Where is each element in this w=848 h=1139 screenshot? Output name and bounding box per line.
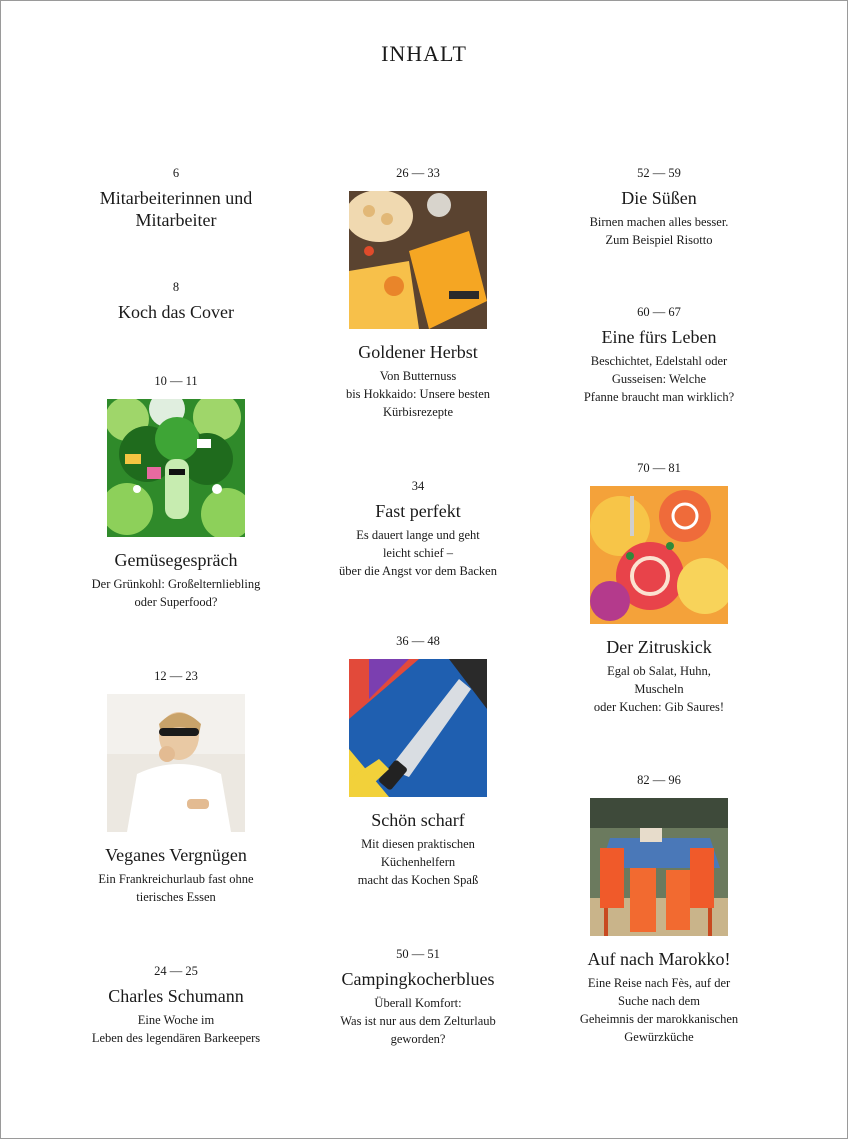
pumpkin-dishes-photo xyxy=(349,191,487,329)
toc-entry-fast-perfekt[interactable] xyxy=(303,478,533,580)
toc-entry-goldener-herbst[interactable] xyxy=(303,165,533,421)
entry-title: Mitarbeiterinnen und Mitarbeiter xyxy=(99,188,253,230)
entry-description: Überall Komfort: Was ist nur aus dem Zelturlaub geworden? xyxy=(340,996,496,1046)
page-range: 36 — 48 xyxy=(396,634,440,648)
broccoli-illustration-image xyxy=(107,399,245,537)
page-range: 24 — 25 xyxy=(154,964,198,978)
page-range: 8 xyxy=(172,280,180,294)
page-range: 26 — 33 xyxy=(396,166,440,180)
toc-entry-veganes-vergnuegen[interactable] xyxy=(61,668,291,906)
page-title: INHALT xyxy=(381,41,467,66)
page-range: 50 — 51 xyxy=(396,947,440,961)
entry-title: Campingkocherblues xyxy=(341,969,495,989)
entry-description: Der Grünkohl: Großelternliebling oder Superfood? xyxy=(91,577,261,609)
entry-title: Goldener Herbst xyxy=(358,342,478,362)
entry-title: Der Zitruskick xyxy=(606,637,712,657)
page-range: 10 — 11 xyxy=(154,374,198,388)
entry-title: Gemüsegespräch xyxy=(114,550,238,570)
entry-description: Birnen machen alles besser. Zum Beispiel Risotto xyxy=(589,215,729,247)
entry-title: Charles Schumann xyxy=(108,986,244,1006)
toc-entry-schoen-scharf[interactable] xyxy=(303,633,533,889)
page-range: 60 — 67 xyxy=(637,305,681,319)
knife-photo xyxy=(349,659,487,797)
toc-entry-mitarbeiter[interactable] xyxy=(76,165,276,231)
page-range: 70 — 81 xyxy=(637,461,681,475)
entry-title: Veganes Vergnügen xyxy=(105,845,247,865)
entry-title: Auf nach Marokko! xyxy=(587,949,731,969)
page-range: 6 xyxy=(172,166,180,180)
entry-description: Von Butternuss bis Hokkaido: Unsere besten Kürbisrezepte xyxy=(345,369,491,419)
entry-description: Egal ob Salat, Huhn, Muscheln oder Kuchen: Gib Saures! xyxy=(593,664,725,714)
toc-entry-eine-fuers-leben[interactable] xyxy=(544,304,774,406)
entry-title: Fast perfekt xyxy=(375,501,461,521)
page-range: 12 — 23 xyxy=(154,669,198,683)
woman-eating-photo xyxy=(107,694,245,832)
entry-description: Eine Woche im Leben des legendären Barkeepers xyxy=(91,1013,261,1045)
moroccan-cafe-photo xyxy=(590,798,728,936)
entry-title: Koch das Cover xyxy=(118,302,234,322)
entry-description: Mit diesen praktischen Küchenhelfern macht das Kochen Spaß xyxy=(357,837,479,887)
toc-entry-der-zitruskick[interactable] xyxy=(544,460,774,716)
citrus-salad-photo xyxy=(590,486,728,624)
entry-title: Schön scharf xyxy=(371,810,465,830)
entry-description: Ein Frankreichurlaub fast ohne tierisches Essen xyxy=(98,872,254,904)
entry-description: Beschichtet, Edelstahl oder Gusseisen: Welche Pfanne braucht man wirklich? xyxy=(583,354,735,404)
page-range: 34 xyxy=(411,479,425,493)
page-range: 52 — 59 xyxy=(637,166,681,180)
entry-title: Die Süßen xyxy=(621,188,697,208)
toc-entry-campingkocherblues[interactable] xyxy=(303,946,533,1048)
toc-entry-koch-das-cover[interactable] xyxy=(76,279,276,323)
entry-description: Eine Reise nach Fès, auf der Suche nach dem Geheimnis der marokkanischen Gewürzküche xyxy=(579,976,739,1044)
toc-entry-charles-schumann[interactable] xyxy=(61,963,291,1047)
entry-title: Eine fürs Leben xyxy=(601,327,717,347)
toc-entry-die-suessen[interactable] xyxy=(544,165,774,249)
page-range: 82 — 96 xyxy=(637,773,681,787)
entry-description: Es dauert lange und geht leicht schief – über die Angst vor dem Backen xyxy=(339,528,497,578)
toc-entry-gemuesegespraech[interactable] xyxy=(61,373,291,611)
toc-entry-auf-nach-marokko[interactable] xyxy=(544,772,774,1046)
